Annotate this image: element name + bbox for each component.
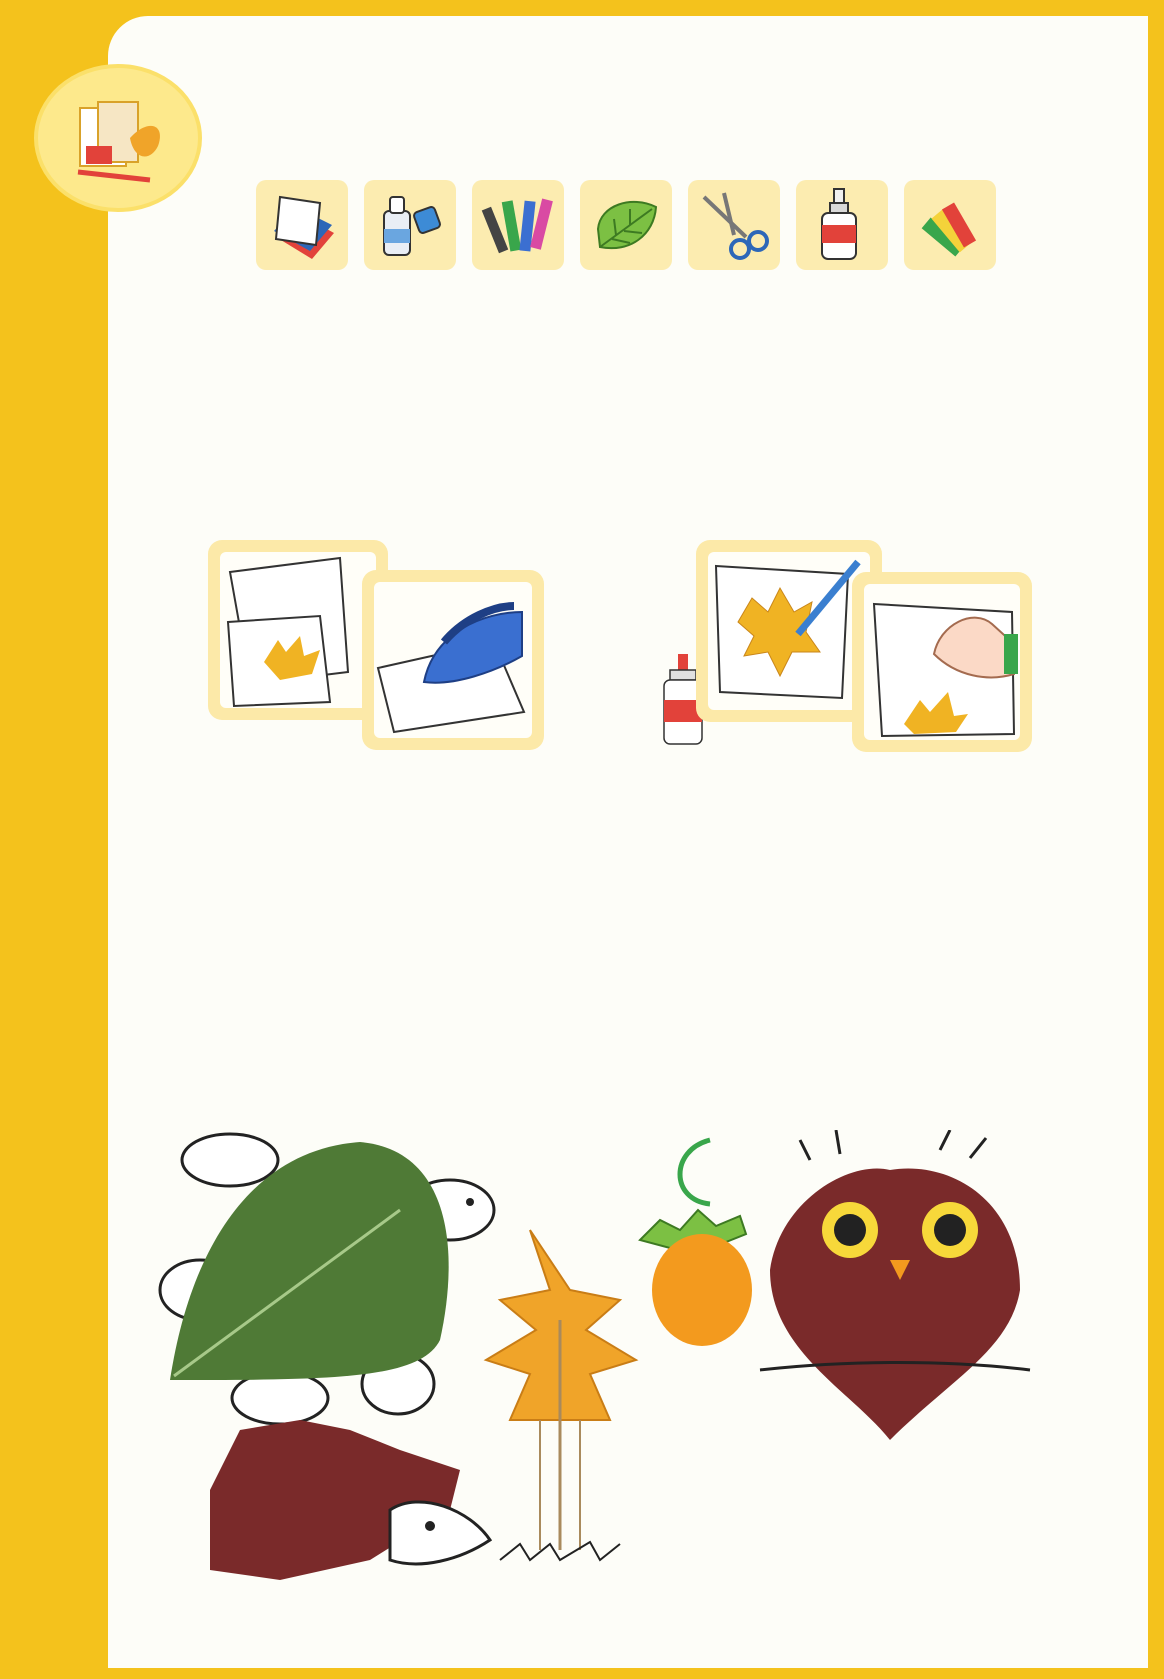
tool-tile	[256, 180, 348, 270]
tool-tile	[472, 180, 564, 270]
pencils-icon	[910, 185, 990, 265]
tool-tile	[904, 180, 996, 270]
scissors-icon	[694, 185, 774, 265]
tree-leaf-craft	[486, 1230, 636, 1560]
owl-leaf-craft	[760, 1130, 1030, 1440]
drying-step-1-card	[208, 540, 388, 720]
fruit-leaf-craft	[640, 1140, 752, 1346]
hedgehog-leaf-craft	[210, 1420, 490, 1580]
tool-tile	[796, 180, 888, 270]
tool-tile	[688, 180, 780, 270]
materials-row	[256, 180, 996, 270]
tool-tile	[580, 180, 672, 270]
workshop-badge-icon	[34, 64, 202, 212]
section-sidebar	[14, 240, 94, 900]
paper-icon	[262, 185, 342, 265]
drying-step-2-card	[362, 570, 544, 750]
tool-tile	[364, 180, 456, 270]
gluing-step-2-card	[852, 572, 1032, 752]
leaf-icon	[586, 185, 666, 265]
leaf-craft-examples	[150, 1130, 1150, 1600]
turtle-leaf-craft	[160, 1134, 494, 1424]
glue-bottle-icon	[802, 185, 882, 265]
glue-stick-icon	[370, 185, 450, 265]
markers-icon	[478, 185, 558, 265]
